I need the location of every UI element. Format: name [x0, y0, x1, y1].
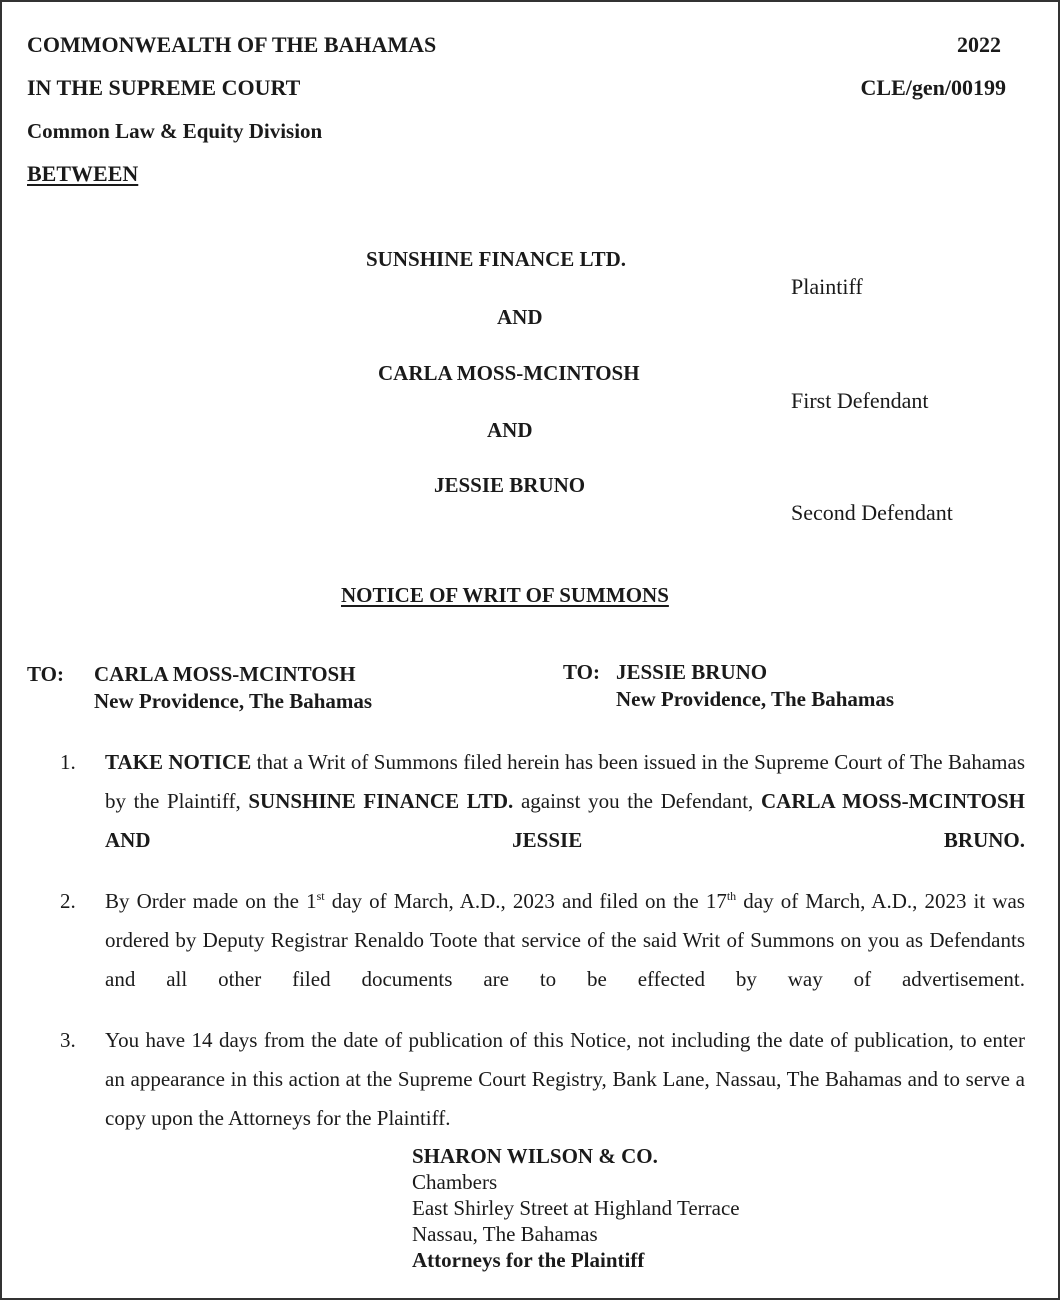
paragraph-number: 2. — [60, 889, 76, 913]
defendants-reference: CARLA MOSS-MCINTOSH AND JESSIE BRUNO. — [105, 789, 1025, 852]
case-year: 2022 — [957, 32, 1001, 57]
division-heading: Common Law & Equity Division — [27, 119, 323, 143]
firm-name: SHARON WILSON & CO. — [412, 1144, 658, 1168]
and-separator: AND — [487, 418, 533, 442]
recipient-to-label: TO: — [563, 660, 600, 684]
case-number: CLE/gen/00199 — [860, 75, 1006, 100]
paragraph-text: day of March, A.D., 2023 it was ordered by Deputy Registrar Renaldo Toote that service of the said Writ of Summons on you as Defendants and all other filed documents are to be effected by way of advertisement. — [105, 889, 1025, 991]
recipient-name: CARLA MOSS-MCINTOSH — [94, 662, 356, 686]
notice-title: NOTICE OF WRIT OF SUMMONS — [341, 583, 669, 607]
recipient-to-label: TO: — [27, 662, 64, 686]
attorneys-role: Attorneys for the Plaintiff — [412, 1248, 645, 1272]
second-defendant-role: Second Defendant — [791, 500, 953, 525]
firm-address-line: Chambers — [412, 1170, 498, 1194]
paragraph-text: that a Writ of Summons filed herein has been issued in the Supreme Court of The Bahamas by the Plaintiff, — [105, 750, 1025, 813]
paragraph-text: day of March, A.D., 2023 and filed on the 17 — [324, 889, 727, 913]
recipient-address: New Providence, The Bahamas — [94, 689, 373, 713]
second-defendant-name: JESSIE BRUNO — [434, 473, 586, 497]
ordinal-suffix: th — [726, 889, 737, 903]
paragraph-2 — [60, 882, 1025, 1038]
plaintiff-role: Plaintiff — [791, 274, 863, 299]
between-heading: BETWEEN — [27, 161, 139, 186]
recipient-name: JESSIE BRUNO — [616, 660, 768, 684]
paragraph-text: By Order made on the 1 — [105, 889, 317, 913]
paragraph-1 — [60, 743, 1025, 899]
paragraph-number: 1. — [60, 750, 76, 774]
paragraph-number: 3. — [60, 1028, 76, 1052]
paragraph-3 — [60, 1021, 1025, 1138]
paragraph-text: You have 14 days from the date of publication of this Notice, not including the date of publication, to enter an appearance in this action at the Supreme Court Registry, Bank Lane, Nassau, The Bahamas and to serve a copy upon the Attorneys for the Plaintiff. — [105, 1028, 1025, 1130]
plaintiff-reference: SUNSHINE FINANCE LTD. — [248, 789, 514, 813]
firm-address-line: Nassau, The Bahamas — [412, 1222, 598, 1246]
first-defendant-role: First Defendant — [791, 388, 929, 413]
recipient-address: New Providence, The Bahamas — [616, 687, 895, 711]
country-heading: COMMONWEALTH OF THE BAHAMAS — [27, 32, 437, 57]
plaintiff-name: SUNSHINE FINANCE LTD. — [366, 247, 627, 271]
court-heading: IN THE SUPREME COURT — [27, 75, 301, 100]
signature-block — [412, 1143, 740, 1273]
ordinal-suffix: st — [316, 889, 325, 903]
firm-address-line: East Shirley Street at Highland Terrace — [412, 1196, 740, 1220]
paragraph-text: against you the Defendant, — [513, 789, 761, 813]
and-separator: AND — [497, 305, 543, 329]
take-notice-lead: TAKE NOTICE — [105, 750, 252, 774]
first-defendant-name: CARLA MOSS-MCINTOSH — [378, 361, 640, 385]
